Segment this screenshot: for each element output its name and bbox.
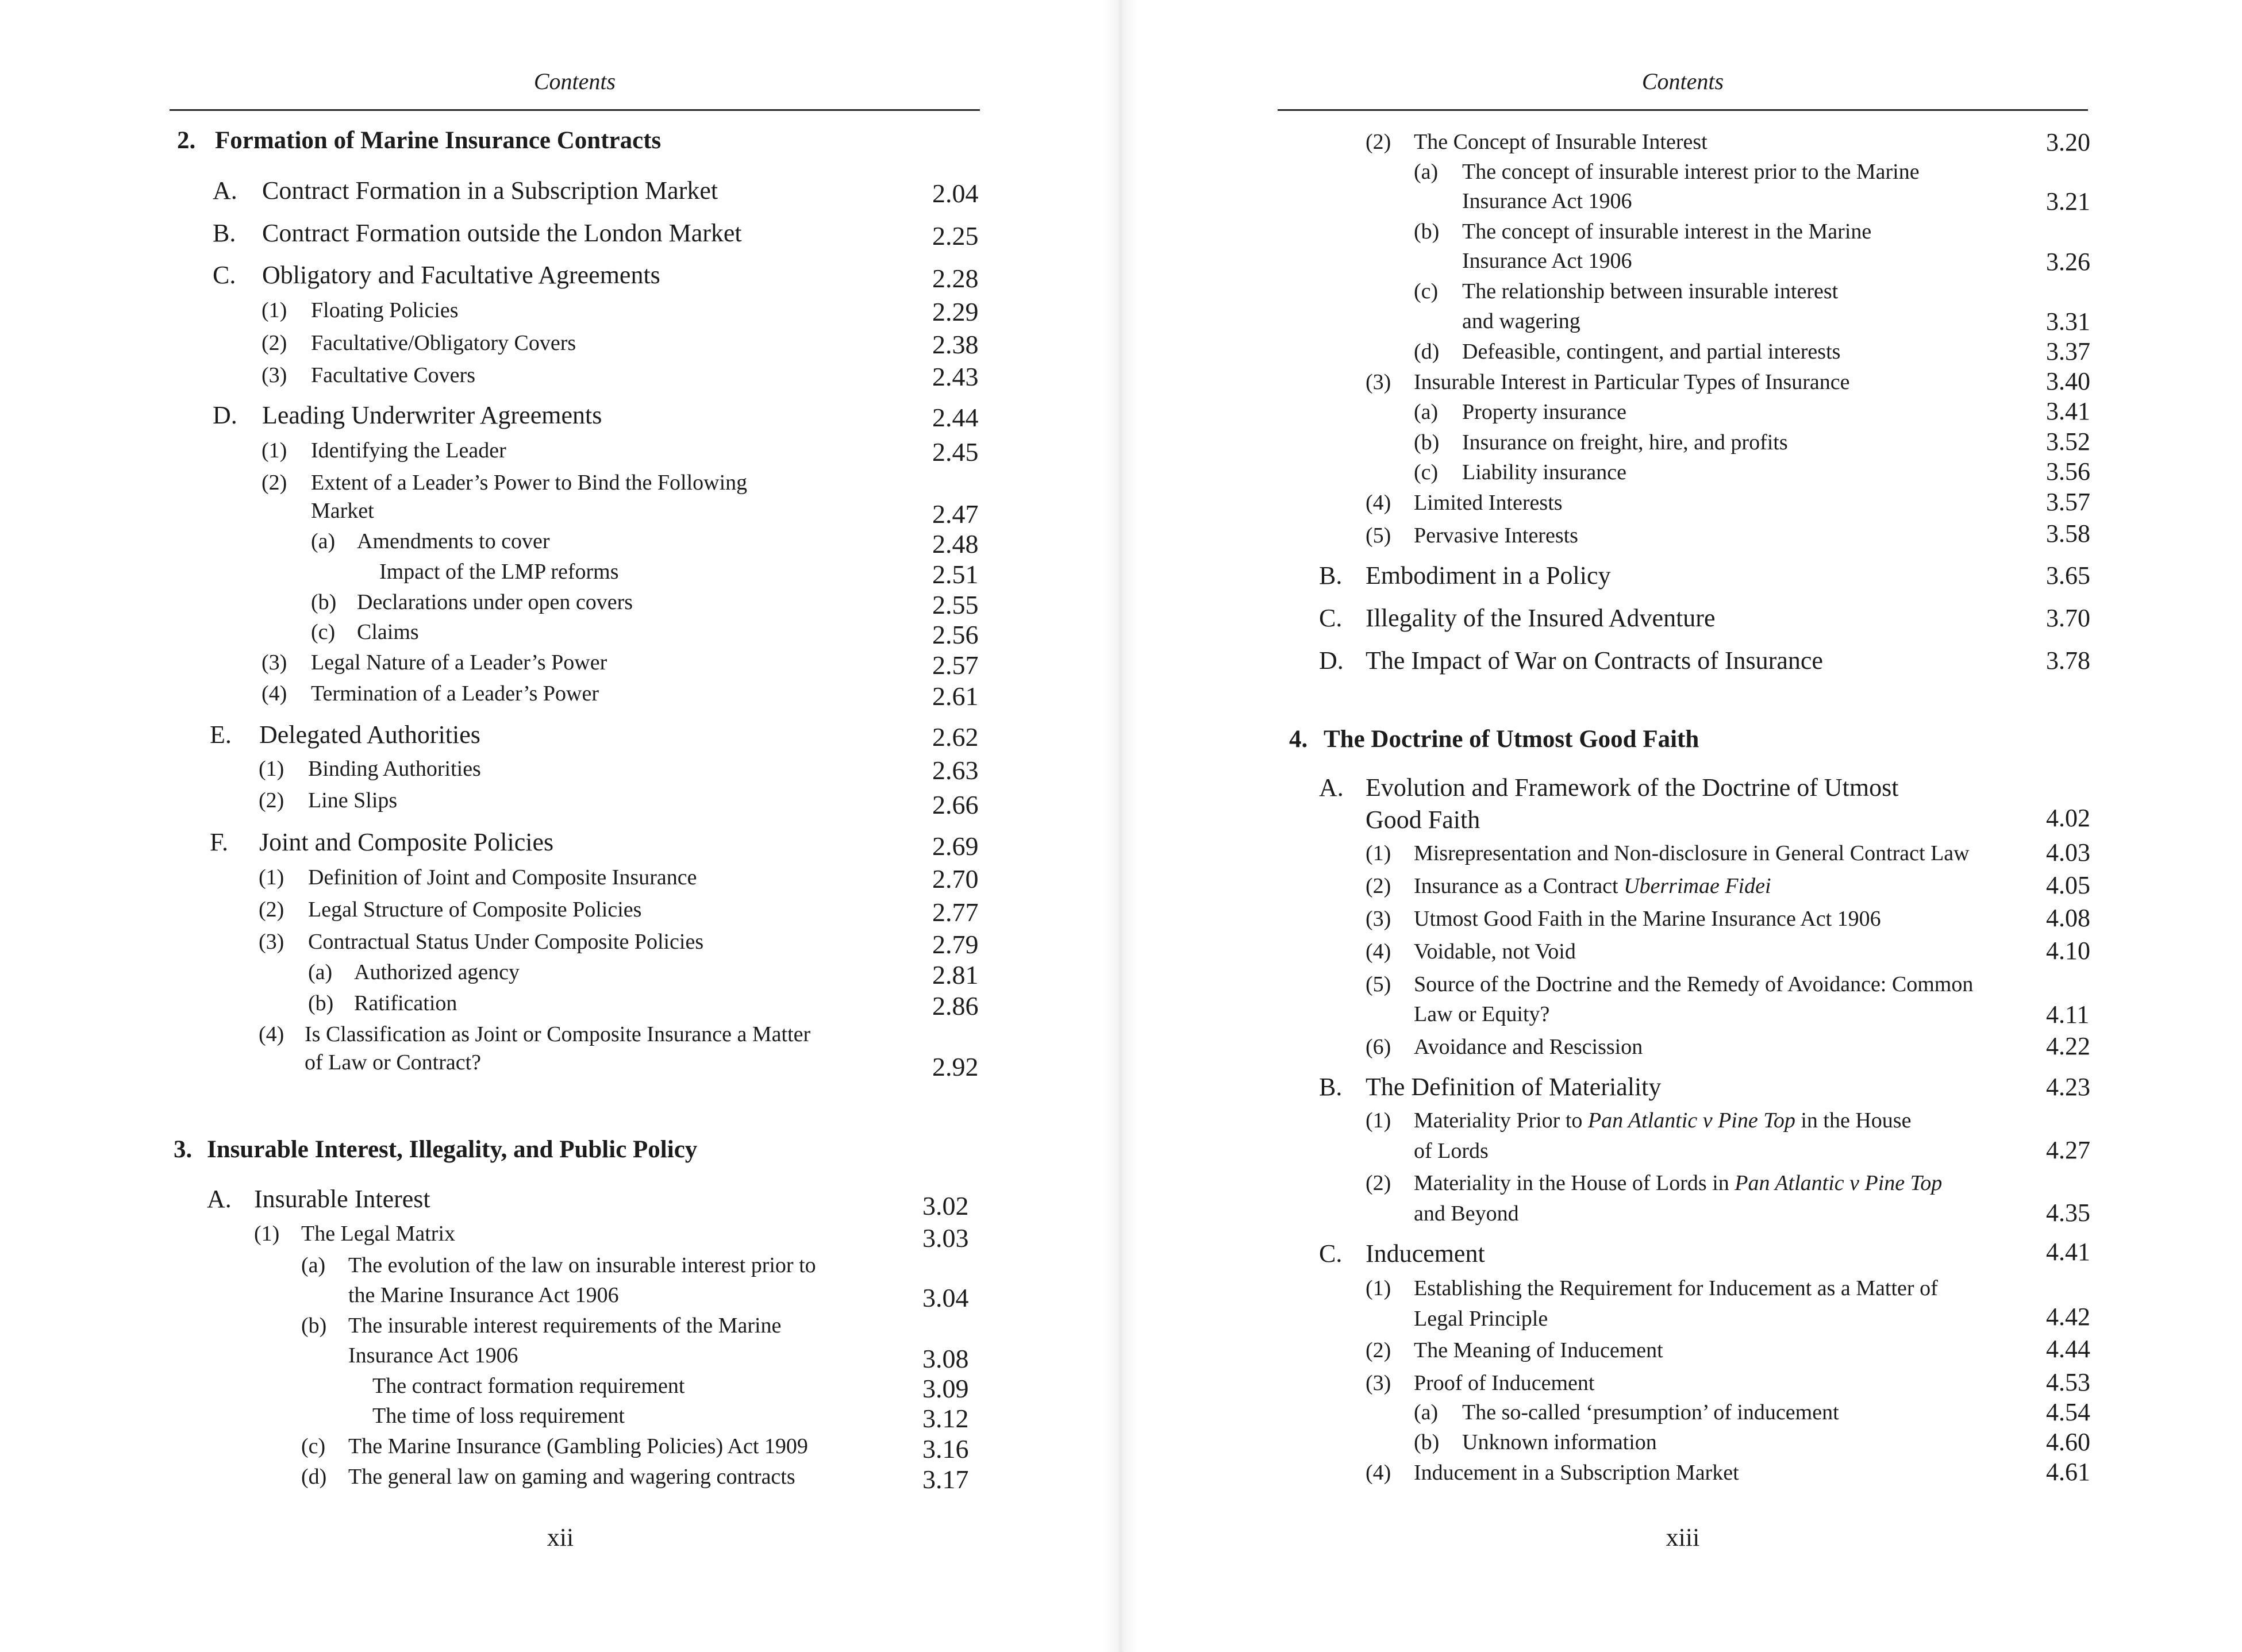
- paragraph-number: 4.08: [2046, 904, 2090, 932]
- paragraph-number: 4.03: [2046, 838, 2090, 867]
- paragraph-number: 3.21: [2046, 187, 2090, 215]
- paragraph-number: 2.45: [932, 437, 979, 467]
- paragraph-number: 3.65: [2046, 561, 2090, 590]
- paragraph-number: 3.17: [922, 1465, 969, 1494]
- paragraph-number: 2.77: [932, 898, 979, 927]
- header-rule: [1278, 109, 2088, 111]
- paragraph-number: 2.92: [932, 1052, 979, 1081]
- toc-unnumbered-entry: The time of loss requirement: [372, 1404, 625, 1428]
- paragraph-number: 2.44: [932, 403, 979, 432]
- toc-subitem-continuation: the Marine Insurance Act 1906: [348, 1283, 619, 1307]
- paragraph-number: 2.48: [932, 529, 979, 559]
- paragraph-number: 4.41: [2046, 1238, 2090, 1266]
- paragraph-number: 2.29: [932, 297, 979, 326]
- paragraph-number: 2.57: [932, 650, 979, 680]
- paragraph-number: 3.20: [2046, 128, 2090, 156]
- paragraph-number: 2.70: [932, 864, 979, 894]
- paragraph-number: 3.03: [922, 1223, 969, 1253]
- toc-subsection-continuation: of Law or Contract?: [305, 1050, 482, 1075]
- paragraph-number: 2.81: [932, 960, 979, 989]
- paragraph-number: 3.58: [2046, 519, 2090, 548]
- paragraph-number: 3.78: [2046, 646, 2090, 675]
- paragraph-number: 3.41: [2046, 397, 2090, 425]
- paragraph-number: 3.04: [922, 1283, 969, 1312]
- paragraph-number: 2.56: [932, 620, 979, 649]
- toc-unnumbered-entry: Impact of the LMP reforms: [379, 560, 619, 584]
- paragraph-number: 4.53: [2046, 1368, 2090, 1396]
- paragraph-number: 2.66: [932, 790, 979, 819]
- paragraph-number: 4.35: [2046, 1199, 2090, 1227]
- paragraph-number: 3.70: [2046, 604, 2090, 632]
- paragraph-number: 4.42: [2046, 1303, 2090, 1331]
- toc-subsection-continuation: Law or Equity?: [1414, 1002, 1550, 1026]
- paragraph-number: 4.05: [2046, 871, 2090, 899]
- toc-subsection-continuation: Market: [311, 499, 374, 523]
- paragraph-number: 2.62: [932, 722, 979, 752]
- page-number: xiii: [1666, 1523, 1700, 1551]
- paragraph-number: 4.60: [2046, 1428, 2090, 1456]
- paragraph-number: 3.08: [922, 1344, 969, 1373]
- running-head: Contents: [1641, 68, 1724, 94]
- right-page: Contents (2) The Concept of Insurable Interest 3.20 (a) The concept of insurable interest prior to the Marine Insurance Act 1906 3.21 (b) The concept of insurable interest in the Marine Insurance Act 1906 3.26 (c) The relationship between insurable interest and wagering 3.31 (d) Defeasible, contingent, and partial interests 3.37 (3) Insurable Interest in Particular Types of Insurance 3.40 (a) Property insurance 3.41 (b) Insurance on freight, hire, and profits 3.52 (c) Liability insurance 3.56 (4) Limited Interests 3.57 (5) Pervasive Interests 3.58 B. Embodiment in a Policy 3.65 C. Illegality of the Insured Adventure 3.70 D. The Impact of War on Contracts of Insurance 3.78 4. The Doctrine of Utmost Good Faith A. Evolution and Framework of the Doctrine of Utmost Good Faith 4.02 (1) Misrepresentation and Non-disclosure in General Contract Law 4.03 (2) Insurance as a Contract Uberrimae Fidei 4.05 (3) Utmost Good Faith in the Marine Insurance Act 1906 4.08 (4) Voidable, not Void 4.10 (5) Source of the Doctrine and the Remedy of Avoidance: Common Law or Equity? 4.11 (6) Avoidance and Rescission 4.22 B. The Definition of Materiality 4.23 (1) Materiality Prior to Pan Atlantic v Pine Top in the House of Lords 4.27 (2) Materiality in the House of Lords in Pan Atlantic v Pine Top and Beyond 4.35 C. Inducement 4.41 (1) Establishing the Requirement for Inducement as a Matter of Legal Principle 4.42 (2) The Meaning of Inducement 4.44 (3) Proof of Inducement 4.53 (a) The so-called ‘presumption’ of inducement 4.54 (b) Unknown information 4.60 (4) Inducement in a Subscription Market 4.61 xiii: [1121, 0, 2242, 1652]
- paragraph-number: 4.10: [2046, 937, 2090, 965]
- toc-subsection-continuation: of Lords: [1414, 1139, 1489, 1163]
- paragraph-number: 4.02: [2046, 804, 2090, 832]
- paragraph-number: 2.47: [932, 499, 979, 529]
- toc-section-continuation: Good Faith: [1366, 806, 1480, 834]
- paragraph-number: 4.44: [2046, 1335, 2090, 1363]
- paragraph-number: 2.43: [932, 362, 979, 391]
- paragraph-number: 2.61: [932, 681, 979, 711]
- paragraph-number: 3.12: [922, 1404, 969, 1433]
- paragraph-number: 2.63: [932, 756, 979, 785]
- paragraph-number: 4.22: [2046, 1032, 2090, 1060]
- paragraph-number: 3.40: [2046, 367, 2090, 395]
- paragraph-number: 3.16: [922, 1434, 969, 1464]
- paragraph-number: 2.51: [932, 560, 979, 589]
- toc-subitem-continuation: Insurance Act 1906: [1462, 249, 1632, 273]
- paragraph-number: 3.56: [2046, 457, 2090, 486]
- paragraph-number: 2.55: [932, 590, 979, 619]
- paragraph-number: 4.23: [2046, 1073, 2090, 1101]
- paragraph-number: 2.38: [932, 330, 979, 359]
- paragraph-number: 2.79: [932, 930, 979, 959]
- paragraph-number: 3.02: [922, 1191, 969, 1220]
- toc-subitem-continuation: Insurance Act 1906: [348, 1343, 518, 1368]
- paragraph-number: 2.25: [932, 221, 979, 251]
- paragraph-number: 3.26: [2046, 248, 2090, 276]
- paragraph-number: 4.54: [2046, 1398, 2090, 1426]
- running-head: Contents: [533, 68, 616, 94]
- paragraph-number: 3.37: [2046, 337, 2090, 365]
- paragraph-number: 3.31: [2046, 307, 2090, 336]
- paragraph-number: 3.09: [922, 1374, 969, 1403]
- paragraph-number: 4.61: [2046, 1458, 2090, 1486]
- toc-unnumbered-entry: The contract formation requirement: [372, 1374, 685, 1398]
- page-number: xii: [547, 1523, 574, 1551]
- paragraph-number: 4.11: [2046, 1000, 2090, 1029]
- toc-subsection-continuation: and Beyond: [1414, 1202, 1519, 1226]
- toc-subsection-continuation: Legal Principle: [1414, 1307, 1548, 1331]
- paragraph-number: 3.57: [2046, 488, 2090, 516]
- paragraph-number: 2.28: [932, 264, 979, 293]
- toc-subitem-continuation: and wagering: [1462, 309, 1580, 333]
- paragraph-number: 2.04: [932, 179, 979, 208]
- left-page: Contents 2. Formation of Marine Insurance Contracts A. Contract Formation in a Subscription Market 2.04 B. Contract Formation outside the London Market 2.25 C. Obligatory and Facultative Agreements 2.28 (1) Floating Policies 2.29 (2) Facultative/Obligatory Covers 2.38 (3) Facultative Covers 2.43 D. Leading Underwriter Agreements 2.44 (1) Identifying the Leader 2.45 (2) Extent of a Leader’s Power to Bind the Following Market 2.47 (a) Amendments to cover 2.48 Impact of the LMP reforms 2.51 (b) Declarations under open covers 2.55 (c) Claims 2.56 (3) Legal Nature of a Leader’s Power 2.57 (4) Termination of a Leader’s Power 2.61 E. Delegated Authorities 2.62 (1) Binding Authorities 2.63 (2) Line Slips 2.66 F. Joint and Composite Policies 2.69 (1) Definition of Joint and Composite Insurance 2.70 (2) Legal Structure of Composite Policies 2.77 (3) Contractual Status Under Composite Policies 2.79 (a) Authorized agency 2.81 (b) Ratification 2.86 (4) Is Classification as Joint or Composite Insurance a Matter of Law or Contract? 2.92 3. Insurable Interest, Illegality, and Public Policy A. Insurable Interest 3.02 (1) The Legal Matrix 3.03 (a) The evolution of the law on insurable interest prior to the Marine Insurance Act 1906 3.04 (b) The insurable interest requirements of the Marine Insurance Act 1906 3.08 The contract formation requirement 3.09 The time of loss requirement 3.12 (c) The Marine Insurance (Gambling Policies) Act 1909 3.16 (d) The general law on gaming and wagering contracts 3.17 xii: [0, 0, 1121, 1652]
- paragraph-number: 2.86: [932, 991, 979, 1021]
- header-rule: [170, 109, 980, 111]
- paragraph-number: 2.69: [932, 831, 979, 861]
- paragraph-number: 4.27: [2046, 1136, 2090, 1164]
- paragraph-number: 3.52: [2046, 428, 2090, 456]
- toc-subitem-continuation: Insurance Act 1906: [1462, 189, 1632, 213]
